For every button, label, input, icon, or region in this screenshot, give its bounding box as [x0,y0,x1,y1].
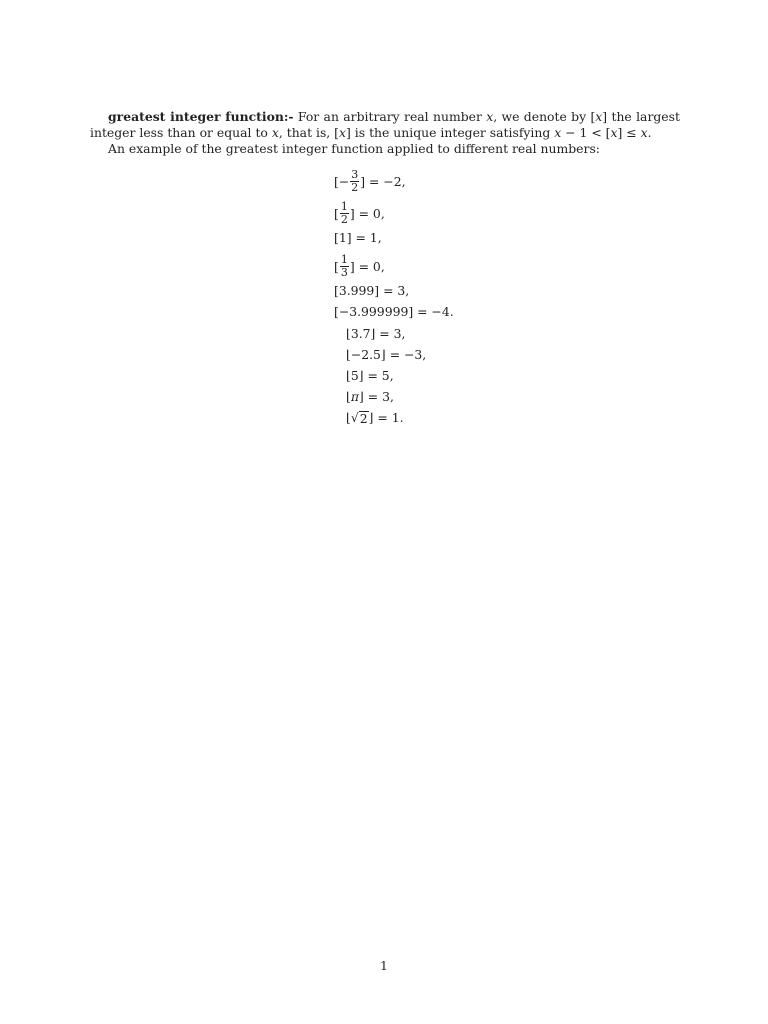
page-number: 1 [380,958,388,973]
numerator: 1 [340,252,348,266]
math-variable: x [554,125,562,140]
equation [346,410,426,425]
bracket-open: [− [334,173,350,189]
denominator: 3 [340,265,348,279]
floor-open: ⌊ [346,410,351,425]
equation-result: ⌋ = 3, [359,389,394,404]
definition-text: ] ≤ [617,125,641,140]
bracket-open: [ [334,205,339,221]
definition-text: ] the largest integer less than or equal to [90,109,680,140]
bracket-open: [ [334,258,339,274]
floor-examples [346,326,426,431]
equation-result: ] = 0, [349,258,385,274]
bracket-examples [334,166,454,325]
square-root [351,410,369,425]
definition-text: For an arbitrary real number [293,109,487,124]
radicand: 2 [359,411,368,426]
denominator: 2 [351,180,359,194]
definition-paragraph [90,109,680,141]
equation: ⌊−2.5⌋ = −3, [346,347,427,362]
math-variable: x [595,109,603,124]
equation: ⌊5⌋ = 5, [346,368,394,383]
numerator: 3 [351,167,359,181]
fraction [340,254,349,279]
equation: [1] = 1, [334,230,382,245]
math-variable: x [271,125,279,140]
definition-text: ] is the unique integer satisfying [346,125,555,140]
equation-result: ] = 0, [349,205,385,221]
definition-text: , we denote by [ [493,109,596,124]
equation-result: ⌋ = 1. [368,410,404,425]
equation: [3.999] = 3, [334,283,410,298]
floor-open: ⌊ [346,389,351,404]
math-variable: x [486,109,494,124]
equation [334,251,454,281]
definition-text: , that is, [ [278,125,340,140]
radical-sign: √ [350,410,359,425]
equation [346,389,426,404]
fraction [340,201,349,226]
math-variable: x [610,125,618,140]
intro-paragraph: An example of the greatest integer function applied to different real numbers: [108,141,600,156]
math-variable: x [339,125,347,140]
numerator: 1 [340,199,348,213]
equation [334,198,454,228]
definition-term: greatest integer function:- [108,109,294,124]
equation: [−3.999999] = −4. [334,304,454,319]
pi-symbol: π [350,389,359,404]
equation [334,166,454,196]
fraction [350,169,359,194]
definition-text: − 1 < [ [561,125,611,140]
equation: ⌊3.7⌋ = 3, [346,326,406,341]
denominator: 2 [340,212,348,226]
math-variable: x [640,125,648,140]
equation-result: ] = −2, [360,173,406,189]
definition-text: . [647,125,652,140]
